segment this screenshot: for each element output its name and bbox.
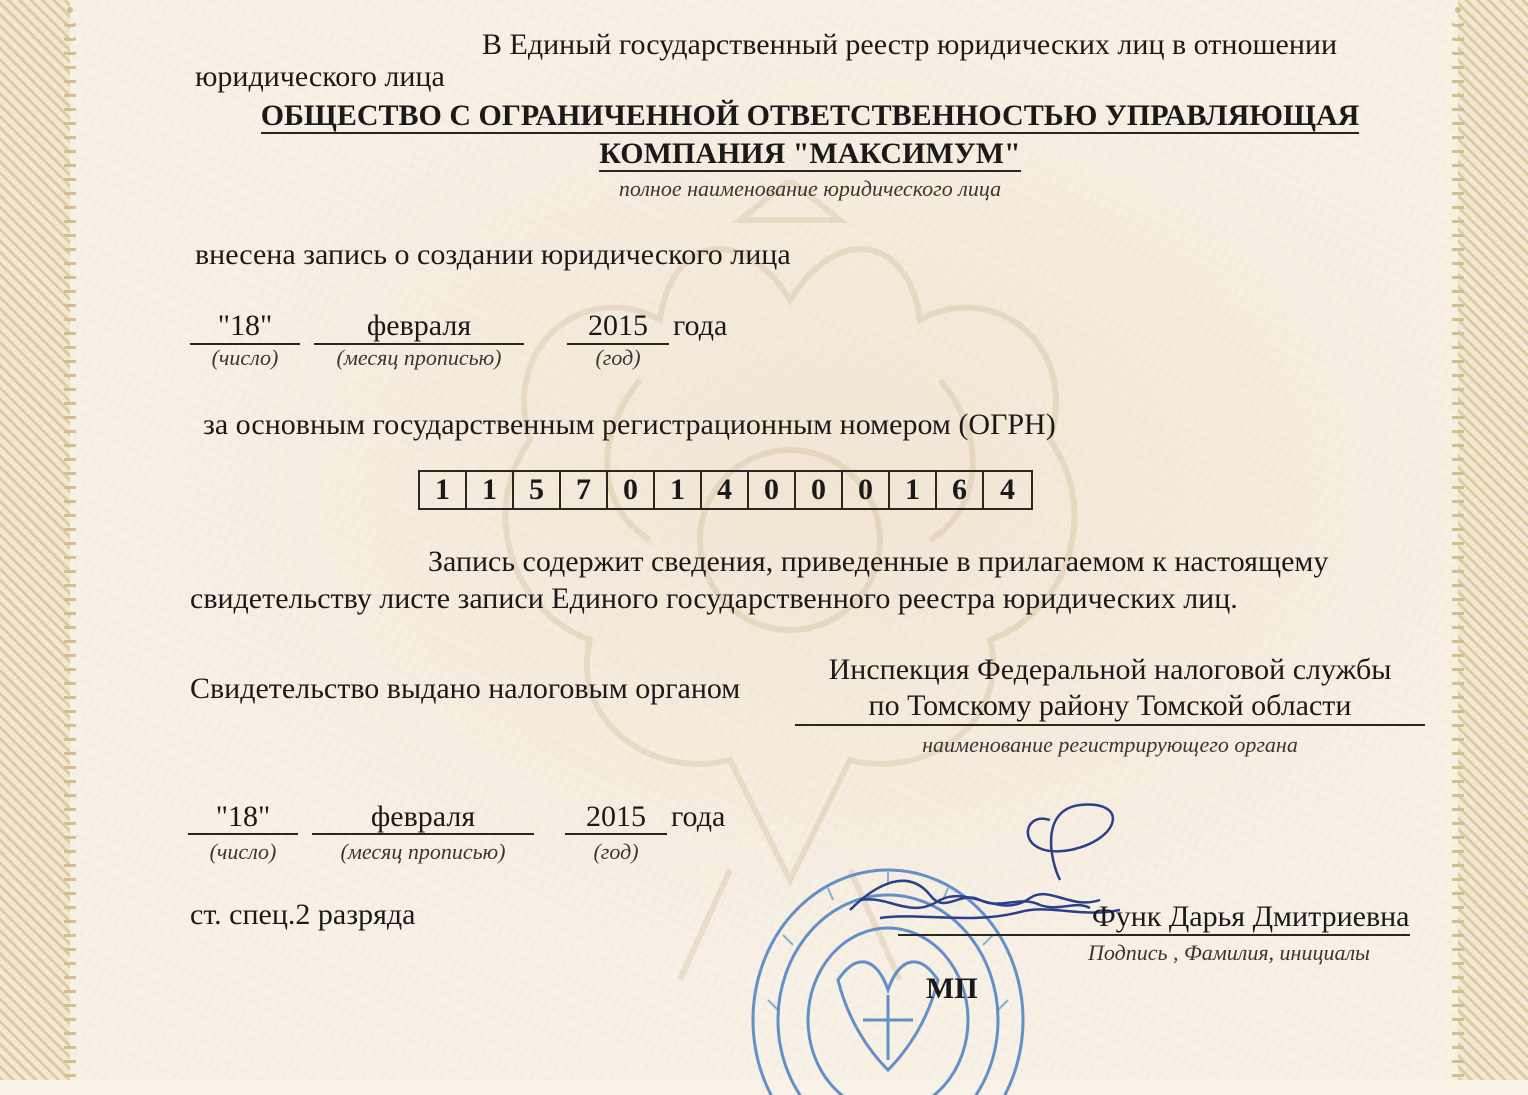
contains-line-1: Запись содержит сведения, приведенные в прилагаемом к настоящему	[428, 545, 1329, 578]
ogrn-label: за основным государственным регистрационным номером (ОГРН)	[203, 408, 1056, 441]
signature-underline	[898, 934, 1410, 936]
seal-mark: МП	[926, 972, 978, 1005]
ogrn-digit: 1	[420, 472, 467, 508]
record-year-word: года	[673, 309, 728, 342]
issue-day-underline	[188, 833, 298, 835]
record-month-caption: (месяц прописью)	[336, 345, 502, 370]
ogrn-digit: 6	[937, 472, 984, 508]
issue-year: 2015	[586, 800, 646, 833]
ogrn-digit: 1	[655, 472, 702, 508]
company-name-text-2: КОМПАНИЯ "МАКСИМУМ"	[599, 137, 1021, 170]
record-month: февраля	[366, 309, 472, 342]
ogrn-number-boxes	[418, 470, 1033, 510]
record-day: "18"	[217, 309, 273, 342]
ogrn-digit: 4	[1000, 473, 1015, 506]
issuer-label: Свидетельство выдано налоговым органом	[190, 672, 741, 705]
company-name-caption: полное наименование юридического лица	[618, 176, 1002, 201]
issue-day-caption: (число)	[209, 839, 277, 864]
signatory-name: Функ Дарья Дмитриевна	[1092, 900, 1410, 933]
contains-line-2: свидетельству листе записи Единого государственного реестра юридических лиц.	[190, 582, 1238, 615]
company-name-line-1	[195, 99, 1425, 133]
header-line-2: юридического лица	[195, 60, 445, 93]
issuer-name-line-2: по Томскому району Томской области	[868, 689, 1352, 722]
ogrn-digit: 0	[749, 472, 796, 508]
signatory-position: ст. спец.2 разряда	[190, 898, 416, 931]
issue-year-word: года	[671, 800, 726, 833]
ogrn-digit: 7	[561, 472, 608, 508]
company-name-line-2	[195, 137, 1425, 171]
right-ornament-border	[1458, 0, 1528, 1080]
ogrn-digit: 0	[608, 472, 655, 508]
record-year-caption: (год)	[595, 345, 641, 370]
record-day-caption: (число)	[211, 345, 279, 370]
ogrn-digit: 5	[514, 472, 561, 508]
issuer-name-line-1: Инспекция Федеральной налоговой службы	[828, 653, 1392, 686]
ogrn-digit: 4	[702, 472, 749, 508]
issue-month-underline	[312, 833, 534, 835]
issue-year-underline	[565, 833, 667, 835]
record-year: 2015	[588, 309, 648, 342]
issue-month-caption: (месяц прописью)	[340, 839, 506, 864]
ogrn-digit: 1	[890, 472, 937, 508]
issue-year-caption: (год)	[593, 839, 639, 864]
issue-day: "18"	[215, 800, 271, 833]
company-name-text-1: ОБЩЕСТВО С ОГРАНИЧЕННОЙ ОТВЕТСТВЕННОСТЬЮ УПРАВЛЯЮЩАЯ	[260, 99, 1360, 132]
ogrn-digit: 0	[796, 472, 843, 508]
issue-month: февраля	[370, 800, 476, 833]
header-line-1: В Единый государственный реестр юридических лиц в отношении	[482, 28, 1338, 61]
record-text: внесена запись о создании юридического лица	[195, 238, 791, 271]
ogrn-digit: 1	[467, 472, 514, 508]
issuer-underline	[795, 724, 1425, 726]
ogrn-digit: 0	[843, 472, 890, 508]
left-ornament-border	[0, 0, 70, 1080]
issuer-caption: наименование регистрирующего органа	[922, 732, 1298, 757]
signature-caption: Подпись , Фамилия, инициалы	[1088, 940, 1370, 965]
